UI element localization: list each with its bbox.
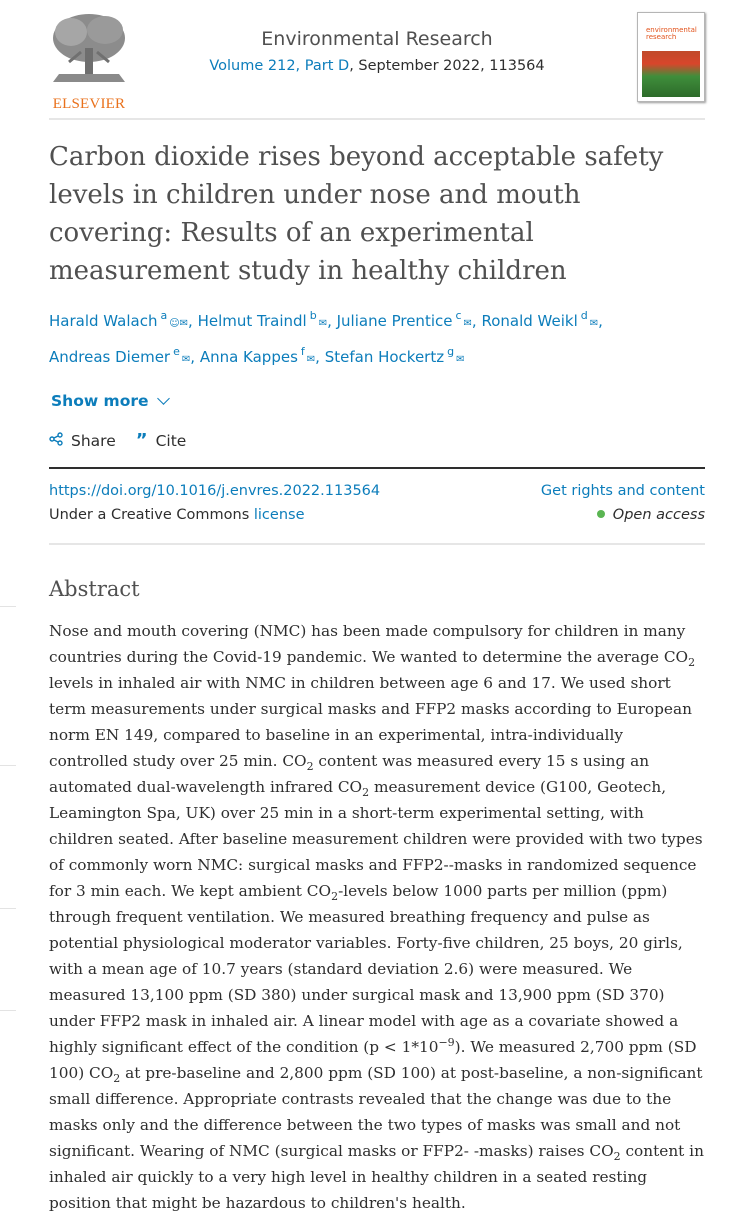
journal-title[interactable]: Environmental Research	[261, 28, 493, 50]
mail-icon: ✉	[306, 354, 316, 365]
article-title: Carbon dioxide rises beyond acceptable safety levels in children under nose and mouth covering: Results of an experimental measurement study in healthy children	[49, 142, 664, 286]
doi-license	[49, 479, 380, 527]
issue-date: , September 2022, 113564	[349, 58, 545, 74]
doi-link[interactable]: https://doi.org/10.1016/j.envres.2022.113564	[49, 483, 381, 499]
author-link[interactable]: Ronald Weikl $^d$✉	[481, 309, 599, 330]
author-link[interactable]: Anna Kappes $^f$✉	[199, 345, 316, 366]
license-prefix: Under a Creative Commons	[49, 507, 254, 523]
author-link[interactable]: Juliane Prentice $^c$✉	[336, 309, 472, 330]
author-list: Harald Walach $^a$☺✉, Helmut Traindl $^b$✉, Juliane Prentice $^c$✉, Ronald Weikl $^d$✉, Andreas Diemer $^e$✉, Anna Kappes $^f$✉, Stefan Hockertz $^g$✉	[49, 309, 603, 366]
section-divider	[49, 543, 705, 545]
open-access-icon	[597, 510, 605, 518]
mail-icon: ✉	[589, 318, 599, 329]
mail-icon: ✉	[456, 354, 465, 365]
cite-button[interactable]	[136, 430, 187, 451]
mail-icon: ✉	[463, 318, 472, 329]
author-link[interactable]: Helmut Traindl $^b$✉	[197, 309, 328, 330]
side-divider	[0, 606, 16, 607]
author-link[interactable]: Harald Walach $^a$☺✉	[49, 309, 189, 330]
author-link[interactable]: Stefan Hockertz $^g$✉	[324, 345, 465, 366]
side-divider	[0, 908, 16, 909]
share-button[interactable]	[49, 432, 116, 450]
journal-meta	[149, 58, 605, 74]
mail-icon: ✉	[181, 354, 191, 365]
quote-icon: ”	[135, 430, 148, 451]
journal-info	[149, 28, 605, 74]
abstract-heading: Abstract	[49, 577, 140, 601]
doi-license-row	[49, 479, 705, 527]
article-page	[49, 0, 705, 1232]
elsevier-logo[interactable]	[49, 12, 129, 112]
cite-label: Cite	[155, 431, 187, 450]
license-link[interactable]: license	[253, 507, 305, 523]
elsevier-tree-icon	[49, 12, 129, 84]
share-icon	[49, 432, 63, 450]
rights-access	[541, 479, 705, 527]
share-label: Share	[71, 431, 116, 450]
open-access-label: Open access	[612, 507, 705, 523]
cover-picture	[642, 51, 700, 97]
article-header	[49, 0, 705, 120]
publisher-name: ELSEVIER	[52, 96, 126, 112]
side-divider	[0, 765, 16, 766]
show-more-button[interactable]: Show more	[51, 392, 168, 410]
article-actions	[49, 430, 705, 451]
mail-icon: ✉	[318, 318, 328, 329]
section-divider	[49, 467, 705, 469]
cover-title: environmental research	[646, 26, 697, 41]
person-mail-icon: ☺✉	[169, 318, 189, 329]
side-divider	[0, 1010, 16, 1011]
abstract-text: Nose and mouth covering (NMC) has been made compulsory for children in many countries during the Covid-19 pandemic. We wanted to determine the average $CO_2$ levels in inhaled air with NMC in children between age 6 and 17. We used short term measurements under surgical masks and FFP2 masks according to European norm EN 149, compared to baseline in an experimental, intra-individually controlled study over 25 min. $CO_2$ content was measured every 15 s using an automated dual-wavelength infrared $CO_2$ measurement device (G100, Geotech, Leamington Spa, UK) over 25 min in a short-term experimental setting, with children seated. After baseline measurement children were provided with two types of commonly worn NMC: surgical masks and FFP2--masks in randomized sequence for 3 min each. We kept ambient $CO_2$-levels below 1000 parts per million (ppm) through frequent ventilation. We measured breathing frequency and pulse as potential physiological moderator variables. Forty-five children, 25 boys, 20 girls, with a mean age of 10.7 years (standard deviation 2.6) were measured. We measured 13,100 ppm (SD 380) under surgical mask and 13,900 ppm (SD 370) under FFP2 mask in inhaled air. A linear model with age as a covariate showed a highly significant effect of the condition $(p < 1*10^{-9})$. We measured 2,700 ppm (SD 100) $CO_2$ at pre-baseline and 2,800 ppm (SD 100) at post-baseline, a non-significant small difference. Appropriate contrasts revealed that the change was due to the masks only and the difference between the two types of masks was small and not significant. Wearing of NMC (surgical masks or FFP2- -masks) raises $CO_2$ content in inhaled air quickly to a very high level in healthy children in a seated resting position that might be hazardous to children's health.	[49, 622, 704, 1213]
chevron-down-icon	[157, 392, 170, 405]
rights-link[interactable]: Get rights and content	[540, 483, 705, 499]
journal-cover-image[interactable]	[637, 12, 705, 102]
author-link[interactable]: Andreas Diemer $^e$✉	[49, 345, 191, 366]
volume-link[interactable]: Volume 212, Part D	[209, 58, 350, 74]
